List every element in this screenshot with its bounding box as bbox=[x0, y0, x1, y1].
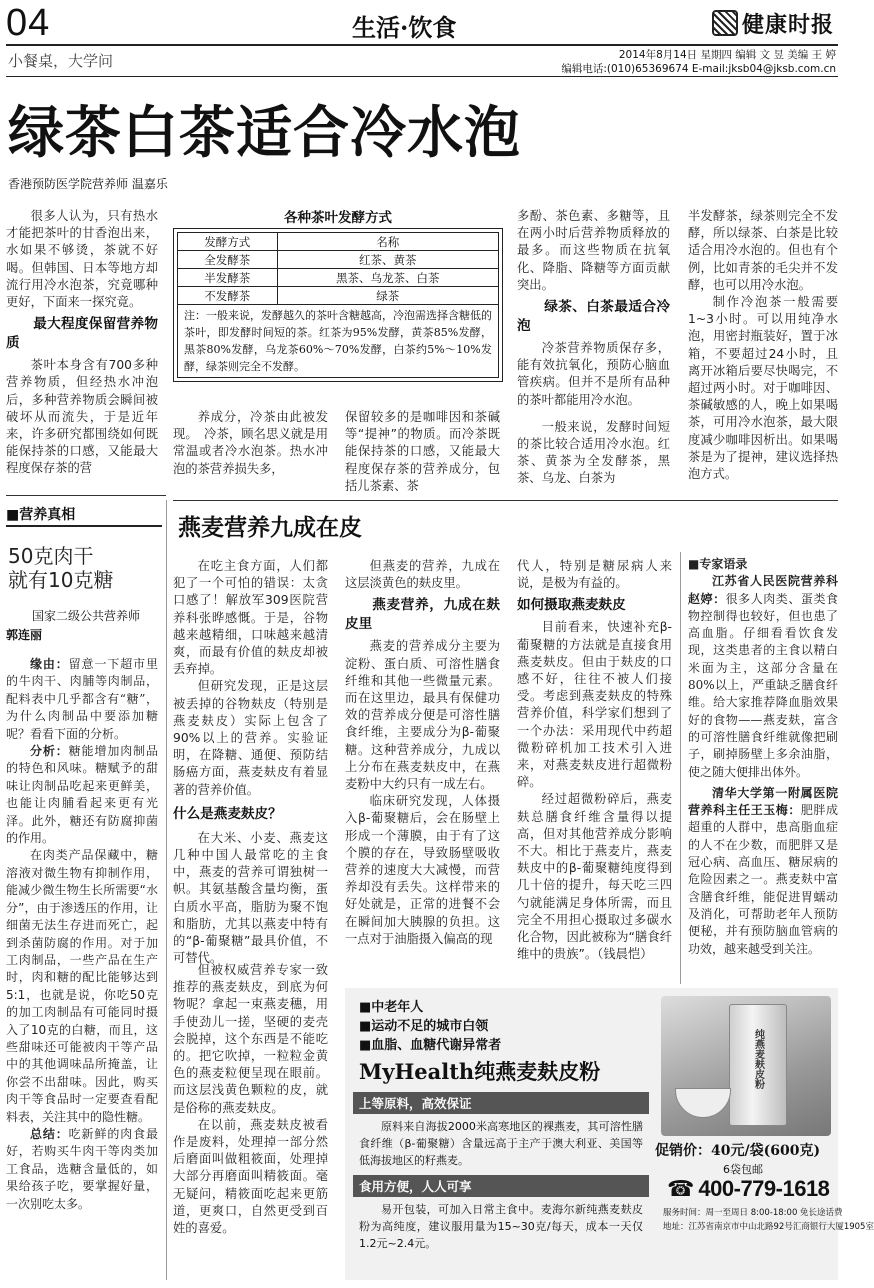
article1-col3 bbox=[345, 409, 500, 495]
article1-col5 bbox=[688, 208, 838, 483]
table-title: 各种茶叶发酵方式 bbox=[284, 210, 392, 226]
label: 总结： bbox=[30, 1126, 69, 1141]
advertisement bbox=[345, 988, 874, 1280]
ad-section-text: 原料来自海拔2000米高寒地区的裸燕麦，其可溶性膳食纤维（β-葡聚糖）含量远高于主产于澳大利亚、美国等低海拔地区的籽燕麦。 bbox=[359, 1120, 643, 1167]
subheading: 如何摄取燕麦麸皮 bbox=[517, 597, 626, 614]
sidebar-author-title: 国家二级公共营养师 bbox=[32, 609, 141, 623]
table-header: 发酵方式 bbox=[178, 233, 278, 251]
paragraph: 养成分，冷茶由此被发现。 冷茶，顾名思义就是用常温或者冷水泡茶。热水冲泡的茶营养损失多， bbox=[173, 410, 328, 476]
date-line: 2014年8月14日 星期四 编辑 文 昱 美编 王 婷 bbox=[618, 49, 836, 61]
table-cell: 半发酵茶 bbox=[178, 269, 278, 287]
paragraph bbox=[688, 573, 838, 781]
article2-col4 bbox=[517, 558, 672, 963]
ad-title: MyHealth纯燕麦麸皮粉 bbox=[359, 1059, 601, 1084]
table-row bbox=[178, 269, 499, 287]
text: 留意一下超市里的牛肉干、肉脯等肉制品，配料表中几乎都含有“糖”，为什么肉制品中要添加糖呢？看看下面的分析。 bbox=[6, 657, 158, 741]
text: 吃新鲜的肉食最好，若购买牛肉干等肉类加工食品，选糖含量低的，如果给孩子吃，要掌握好量，一次别吃太多。 bbox=[6, 1126, 158, 1211]
fermentation-table bbox=[177, 232, 499, 305]
paragraph: 一般来说，发酵时间短的茶比较合适用冷水泡。红茶、黄茶为全发酵茶，黑茶、乌龙、白茶为 bbox=[517, 419, 670, 486]
article2-col2 bbox=[173, 962, 328, 1237]
table-cell: 绿茶 bbox=[277, 287, 498, 305]
sidebar-author-name: 郭连丽 bbox=[6, 628, 43, 642]
ad-target-list bbox=[359, 998, 501, 1055]
paragraph bbox=[688, 785, 838, 958]
ad-address: 地址：江苏省南京市中山北路92号汇商银行大厦1905室 bbox=[663, 1222, 874, 1232]
expert-tag: ■专家语录 bbox=[688, 557, 748, 571]
paragraph bbox=[6, 1126, 158, 1213]
sidebar-title-line2: 就有10克糖 bbox=[8, 568, 114, 592]
table-header: 名称 bbox=[277, 233, 498, 251]
product-image bbox=[661, 996, 831, 1136]
paragraph: 代人，特别是糖尿病人来说，是极为有益的。 bbox=[517, 559, 672, 591]
paragraph: 但研究发现，正是这层被丢掉的谷物麸皮（特别是燕麦麸皮）实际上包含了90%以上的营养。实验证明，在降糖、通便、预防结肠癌方面，燕麦麸皮有着显著的营养价值。 bbox=[173, 679, 328, 797]
subheading: 燕麦营养，九成在麸皮里 bbox=[345, 597, 500, 633]
ad-price bbox=[655, 1140, 820, 1160]
sidebar-title-line1: 50克肉干 bbox=[8, 544, 94, 568]
paragraph: 半发酵茶，绿茶则完全不发酵，所以绿茶、白茶是比较适合用冷水泡的。但也有个例，比如青茶的毛尖并不发酵，也可以用冷水泡。 bbox=[688, 209, 838, 292]
price-label: 促销价： bbox=[655, 1143, 711, 1159]
logo-icon bbox=[712, 10, 738, 36]
table-note: 注：一般来说，发酵越久的茶叶含糖越高，冷泡需选择含糖低的茶叶，即发酵时间短的茶。红茶为95%发酵，黄茶85%发酵，黑茶80%发酵，乌龙茶60%～70%发酵，白茶约5%～10%发酵，绿茶则完全不发酵。 bbox=[177, 305, 499, 378]
table-cell: 红茶、黄茶 bbox=[277, 251, 498, 269]
paragraph: 燕麦的营养成分主要为淀粉、蛋白质、可溶性膳食纤维和其他一些微量元素。而在这里边，最具有保健功效的营养成分便是可溶性膳食纤维，主要成分为β-葡聚糖。这种营养成分，九成以上分布在燕麦麸皮中，在燕麦粉中大约只有一成左右。 bbox=[345, 639, 500, 792]
subheading: 什么是燕麦麸皮？ bbox=[173, 805, 282, 822]
ad-section-text: 易开包装，可加入日常主食中。麦海尔新纯燕麦麸皮粉为高纯度，建议服用量为15~30克/每天，成本一天仅1.2元~2.4元。 bbox=[359, 1203, 643, 1250]
paragraph: 临床研究发现，人体摄入β-葡聚糖后，会在肠壁上形成一个薄膜，由于有了这个膜的存在，导致肠壁吸收营养的速度大大减慢，而营养却没有丢失。这样带来的好处就是，正常的进餐不会在瞬间加大胰腺的负担。这一点对于油脂摄入偏高的现 bbox=[345, 794, 500, 946]
price-value: 40元/袋(600克) bbox=[711, 1143, 821, 1159]
paragraph: 冷茶营养物质保存多，能有效抗氧化，预防心脑血管疾病。但并不是所有品种的茶叶都能用冷水泡。 bbox=[517, 341, 670, 407]
table-cell: 全发酵茶 bbox=[178, 251, 278, 269]
ad-target-item: ■中老年人 bbox=[359, 1000, 424, 1015]
ad-phone bbox=[667, 1176, 829, 1202]
paragraph: 经过超微粉碎后，燕麦麸总膳食纤维含量得以提高，但对其他营养成分影响不大。相比于燕麦片，燕麦麸皮中的β-葡聚糖纯度得到几十倍的提升，每天吃三四勺就能满足身体所需，而且完全不用担心摄取过多碳水化合物，因此被称为“膳食纤维中的贵族”。（钱晨恺） bbox=[517, 792, 672, 962]
ad-target-item: ■血脂、血糖代谢异常者 bbox=[359, 1038, 502, 1053]
quote: 很多人肉类、蛋类食物控制得也较好，但也患了高血脂。仔细看看饮食发现，这类患者的主食以精白米面为主，这部分含量在80%以上，严重缺乏膳食纤维。给大家推荐降血脂效果好的食物——燕麦麸，富含的可溶性膳食纤维就像把刷子，刷掉肠壁上多余油脂，使之随大便排出体外。 bbox=[688, 591, 838, 779]
article2-col3 bbox=[345, 558, 500, 948]
table-row bbox=[178, 251, 499, 269]
paragraph: 多酚、茶色素、多糖等，且在两小时后营养物质释放的最多。而这些物质在抗氧化、降脂、降糖等方面贡献突出。 bbox=[517, 209, 670, 292]
paragraph bbox=[6, 656, 158, 743]
sidebar-body bbox=[6, 656, 158, 1213]
ad-target-item: ■运动不足的城市白领 bbox=[359, 1019, 489, 1034]
article1-author: 香港预防医学院营养师 温嘉乐 bbox=[8, 177, 168, 191]
product-bowl bbox=[675, 1088, 731, 1118]
article2-col1 bbox=[173, 558, 328, 967]
article2-title: 燕麦营养九成在皮 bbox=[178, 515, 362, 541]
paragraph: 在肉类产品保藏中，糖溶液对微生物有抑制作用，能减少微生物生长所需要“水分”，由于渗透压的作用，让细菌无法生存进而死亡，起到杀菌防腐的作用。对于加工肉制品，一些产品在生产时，肉和糖的配比能够达到5:1，也就是说，你吃50克的加工肉制品有可能同时摄入了10克的白糖，而且，这些甜味还可能被肉干等产品中的其他调味品所掩盖，让你尝不出甜味。因此，购买肉干等食品时一定要查看配料表，关注其中的隐性糖。 bbox=[6, 848, 158, 1124]
quote: 肥胖成超重的人群中，患高脂血症的人不在少数，而肥胖又是冠心病、高血压、糖尿病的危险因素之一。燕麦麸中富含膳食纤维，能促进胃蠕动及消化，可帮助老年人预防便秘，并有预防脑血管病的功效，越来越受到关注。 bbox=[688, 803, 838, 956]
paragraph: 制作冷泡茶一般需要1~3小时。可以用纯净水泡，用密封瓶装好，置于冰箱，不要超过24小时，且离开冰箱后要尽快喝完，不超过两小时。对于咖啡因、茶碱敏感的人，晚上如果喝茶，可用冷水泡茶，最大限度减少咖啡因析出。如果喝茶是为了提神，建议选择热泡方式。 bbox=[688, 295, 838, 482]
sidebar-title bbox=[8, 544, 113, 592]
subheading: 绿茶、白茶最适合冷泡 bbox=[517, 299, 670, 335]
ad-shipping-note: 6袋包邮 bbox=[723, 1163, 763, 1176]
column-name: 小餐桌，大学问 bbox=[8, 52, 114, 70]
expert-name: 清华大学第一附属医院营养科主任王玉梅： bbox=[688, 785, 838, 818]
paragraph: 很多人认为，只有热水才能把茶叶的甘香泡出来，水如果不够烫，茶就不好喝。但韩国、日本等地方却流行用冷水泡茶，究竟哪种更好，下面来一探究竟。 bbox=[6, 209, 158, 310]
paragraph bbox=[6, 743, 158, 847]
paragraph: 在以前，燕麦麸皮被看作是废料，处理掉一部分然后磨面叫做粗筱面，处理掉大部分再磨面叫精筱面。毫无疑问，精筱面吃起来更筋道，更爽口，自然更受到百姓的喜爱。 bbox=[173, 1117, 328, 1236]
contact-line: 编辑电话:(010)65369674 E-mail:jksb04@jksb.com.cn bbox=[561, 63, 836, 75]
ad-service-hours: 服务时间：周一至周日 8:00-18:00 免长途话费 bbox=[663, 1208, 843, 1218]
label: 缘由： bbox=[30, 657, 69, 671]
paragraph: 但燕麦的营养，九成在这层淡黄色的麸皮里。 bbox=[345, 559, 500, 591]
paragraph: 在吃主食方面，人们都犯了一个可怕的错误：太贪口感了！解放军309医院营养科张晔感慨。于是，谷物越来越精细，口味越来越清爽，而最有价值的麸皮却被丢弃掉。 bbox=[173, 559, 328, 677]
product-bag-label: 纯燕麦麸皮粉 bbox=[752, 1029, 764, 1089]
table-cell: 不发酵茶 bbox=[178, 287, 278, 305]
paragraph: 保留较多的是咖啡因和茶碱等“提神”的物质。而冷茶既能保持茶的口感，又能最大程度保存茶的营养成分，包括儿茶素、茶 bbox=[345, 410, 500, 493]
tea-table-box bbox=[173, 206, 503, 382]
article1-col2 bbox=[173, 409, 328, 478]
subheading: 最大程度保留营养物质 bbox=[6, 316, 158, 352]
phone-icon: ☎ bbox=[667, 1176, 695, 1202]
label: 分析： bbox=[30, 744, 69, 759]
paragraph: 在大米、小麦、燕麦这几种中国人最常吃的主食中，燕麦的营养可谓独树一帜。其氨基酸含量均衡，蛋白质水平高，脂肪为聚不饱和脂肪，尤其以燕麦中特有的“β-葡聚糖”最具价值，不可替代。 bbox=[173, 830, 328, 966]
product-bag bbox=[729, 1004, 787, 1126]
table-row bbox=[178, 287, 499, 305]
table-cell: 黑茶、乌龙茶、白茶 bbox=[277, 269, 498, 287]
masthead-name: 健康时报 bbox=[742, 11, 835, 38]
ad-section-bar: 食用方便，人人可享 bbox=[353, 1175, 649, 1197]
paragraph: 茶叶本身含有700多种营养物质，但经热水冲泡后，多种营养物质会瞬间被破坏从而流失，于是近年来，许多研究都围绕如何既能保持茶的口感，又能最大程度保存茶的营 bbox=[6, 358, 158, 476]
sidebar-tag: ■营养真相 bbox=[6, 507, 76, 523]
paragraph: 但被权威营养专家一致推荐的燕麦麸皮，到底为何物呢？拿起一束燕麦穗，用手使劲儿一搓，坚硬的麦壳会脱掉，这个东西是不能吃的。把它吹掉，一粒粒金黄色的燕麦粒便呈现在眼前。而这层浅黄色颗粒的皮，就是俗称的燕麦麸皮。 bbox=[173, 963, 328, 1115]
expert-quotes bbox=[688, 556, 838, 958]
article1-col1 bbox=[6, 208, 158, 478]
text: 糖能增加肉制品的特色和风味。糖赋予的甜味让肉制品吃起来更鲜美，也能让肉脯看起来更有光泽。此外，糖还有防腐抑菌的作用。 bbox=[6, 744, 158, 846]
expert-name: 江苏省人民医院营养科赵婷： bbox=[688, 574, 838, 606]
ad-section-bar: 上等原料，高效保证 bbox=[353, 1092, 649, 1114]
article1-col4 bbox=[517, 208, 670, 488]
article1-title: 绿茶白茶适合冷水泡 bbox=[8, 100, 521, 166]
masthead-logo bbox=[712, 6, 836, 40]
phone-number: 400-779-1618 bbox=[698, 1176, 830, 1201]
paragraph: 目前看来，快速补充β-葡聚糖的方法就是直接食用燕麦麸皮。但由于麸皮的口感不好，往往不被人们接受。考虑到燕麦麸皮的特殊营养价值，科学家们想到了一个办法：采用现代中药超微粉碎机加工技术引入进来，对燕麦麸皮进行超微粉碎。 bbox=[517, 620, 672, 790]
page-number: 04 bbox=[6, 2, 51, 44]
section-title: 生活·饮食 bbox=[352, 13, 457, 42]
